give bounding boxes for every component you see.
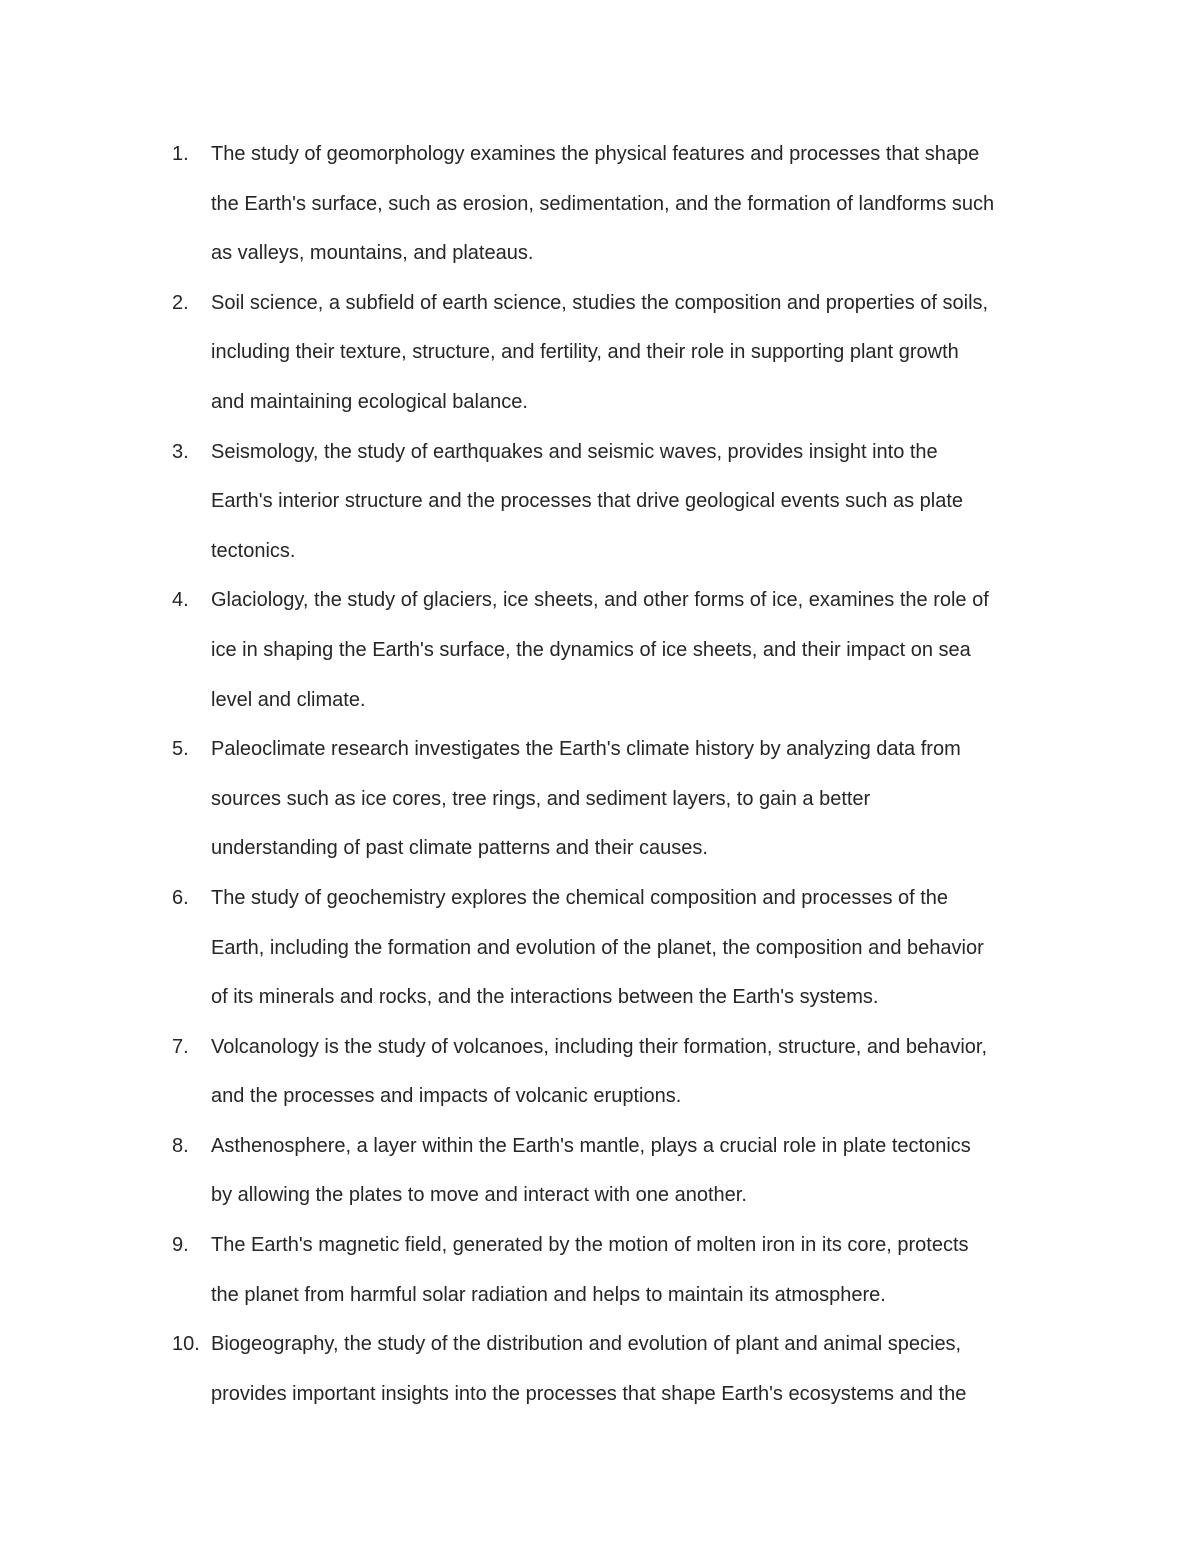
- list-item: [172, 1023, 1072, 1122]
- list-item-text: [211, 1122, 1072, 1221]
- text-line: understanding of past climate patterns and their causes.: [211, 837, 708, 860]
- list-item-number: 1.: [172, 143, 189, 165]
- list-item: [172, 1320, 1072, 1419]
- list-item: [172, 428, 1072, 577]
- text-line: the planet from harmful solar radiation and helps to maintain its atmosphere.: [211, 1283, 886, 1306]
- text-line: Paleoclimate research investigates the Earth's climate history by analyzing data from: [211, 738, 961, 761]
- list-item-number: 10.: [172, 1333, 200, 1356]
- text-line: ice in shaping the Earth's surface, the dynamics of ice sheets, and their impact on sea: [211, 638, 971, 661]
- text-line: by allowing the plates to move and interact with one another.: [211, 1184, 747, 1207]
- text-line: Earth, including the formation and evolution of the planet, the composition and behavior: [211, 936, 984, 959]
- text-line: including their texture, structure, and fertility, and their role in supporting plant growth: [211, 341, 959, 364]
- list-item-text: [211, 725, 1072, 874]
- list-item-number: 2.: [172, 291, 189, 314]
- list-item: [172, 1221, 1072, 1320]
- text-line: level and climate.: [211, 688, 366, 711]
- text-line: the Earth's surface, such as erosion, sedimentation, and the formation of landforms such: [211, 192, 995, 215]
- numbered-list: [172, 130, 1072, 1419]
- list-item: [172, 874, 1072, 1023]
- text-line: Earth's interior structure and the processes that drive geological events such as plate: [211, 490, 964, 513]
- list-item-number: 7.: [172, 1035, 189, 1058]
- text-line: and maintaining ecological balance.: [211, 390, 528, 413]
- list-item-text: [211, 1023, 1072, 1122]
- text-line: Glaciology, the study of glaciers, ice sheets, and other forms of ice, examines the role of: [211, 589, 989, 612]
- list-item-text: [211, 1221, 1072, 1320]
- list-item: [172, 130, 1072, 279]
- text-line: Seismology, the study of earthquakes and seismic waves, provides insight into the: [211, 440, 938, 463]
- text-line: and the processes and impacts of volcanic eruptions.: [211, 1085, 682, 1108]
- text-line: as valleys, mountains, and plateaus.: [211, 242, 534, 265]
- list-item: [172, 725, 1072, 874]
- list-item: [172, 1122, 1072, 1221]
- list-item-number: 4.: [172, 589, 189, 612]
- list-item-number: 5.: [172, 738, 189, 761]
- list-item-text: [211, 130, 1072, 279]
- text-line: Biogeography, the study of the distribution and evolution of plant and animal species,: [211, 1333, 962, 1356]
- list-item-number: 8.: [172, 1134, 189, 1157]
- list-item-number: 3.: [172, 440, 189, 463]
- text-line: of its minerals and rocks, and the interactions between the Earth's systems.: [211, 986, 879, 1009]
- list-item: [172, 279, 1072, 428]
- text-line: Asthenosphere, a layer within the Earth's mantle, plays a crucial role in plate tectonics: [211, 1134, 971, 1157]
- text-line: The study of geomorphology examines the physical features and processes that shape: [211, 143, 980, 165]
- list-item-number: 9.: [172, 1234, 189, 1257]
- list-item-text: [211, 874, 1072, 1023]
- text-line: The Earth's magnetic field, generated by the motion of molten iron in its core, protects: [211, 1234, 969, 1257]
- list-item-text: [211, 1320, 1072, 1419]
- text-line: tectonics.: [211, 539, 296, 562]
- list-item-text: [211, 279, 1072, 428]
- text-line: provides important insights into the processes that shape Earth's ecosystems and the: [211, 1382, 967, 1405]
- list-item-text: [211, 576, 1072, 725]
- list-item-number: 6.: [172, 886, 189, 909]
- text-line: sources such as ice cores, tree rings, and sediment layers, to gain a better: [211, 787, 871, 810]
- list-item: [172, 576, 1072, 725]
- text-line: The study of geochemistry explores the chemical composition and processes of the: [211, 886, 949, 909]
- text-line: Volcanology is the study of volcanoes, including their formation, structure, and behavior,: [211, 1035, 988, 1058]
- list-item-text: [211, 428, 1072, 577]
- text-line: Soil science, a subfield of earth science, studies the composition and properties of soils,: [211, 291, 989, 314]
